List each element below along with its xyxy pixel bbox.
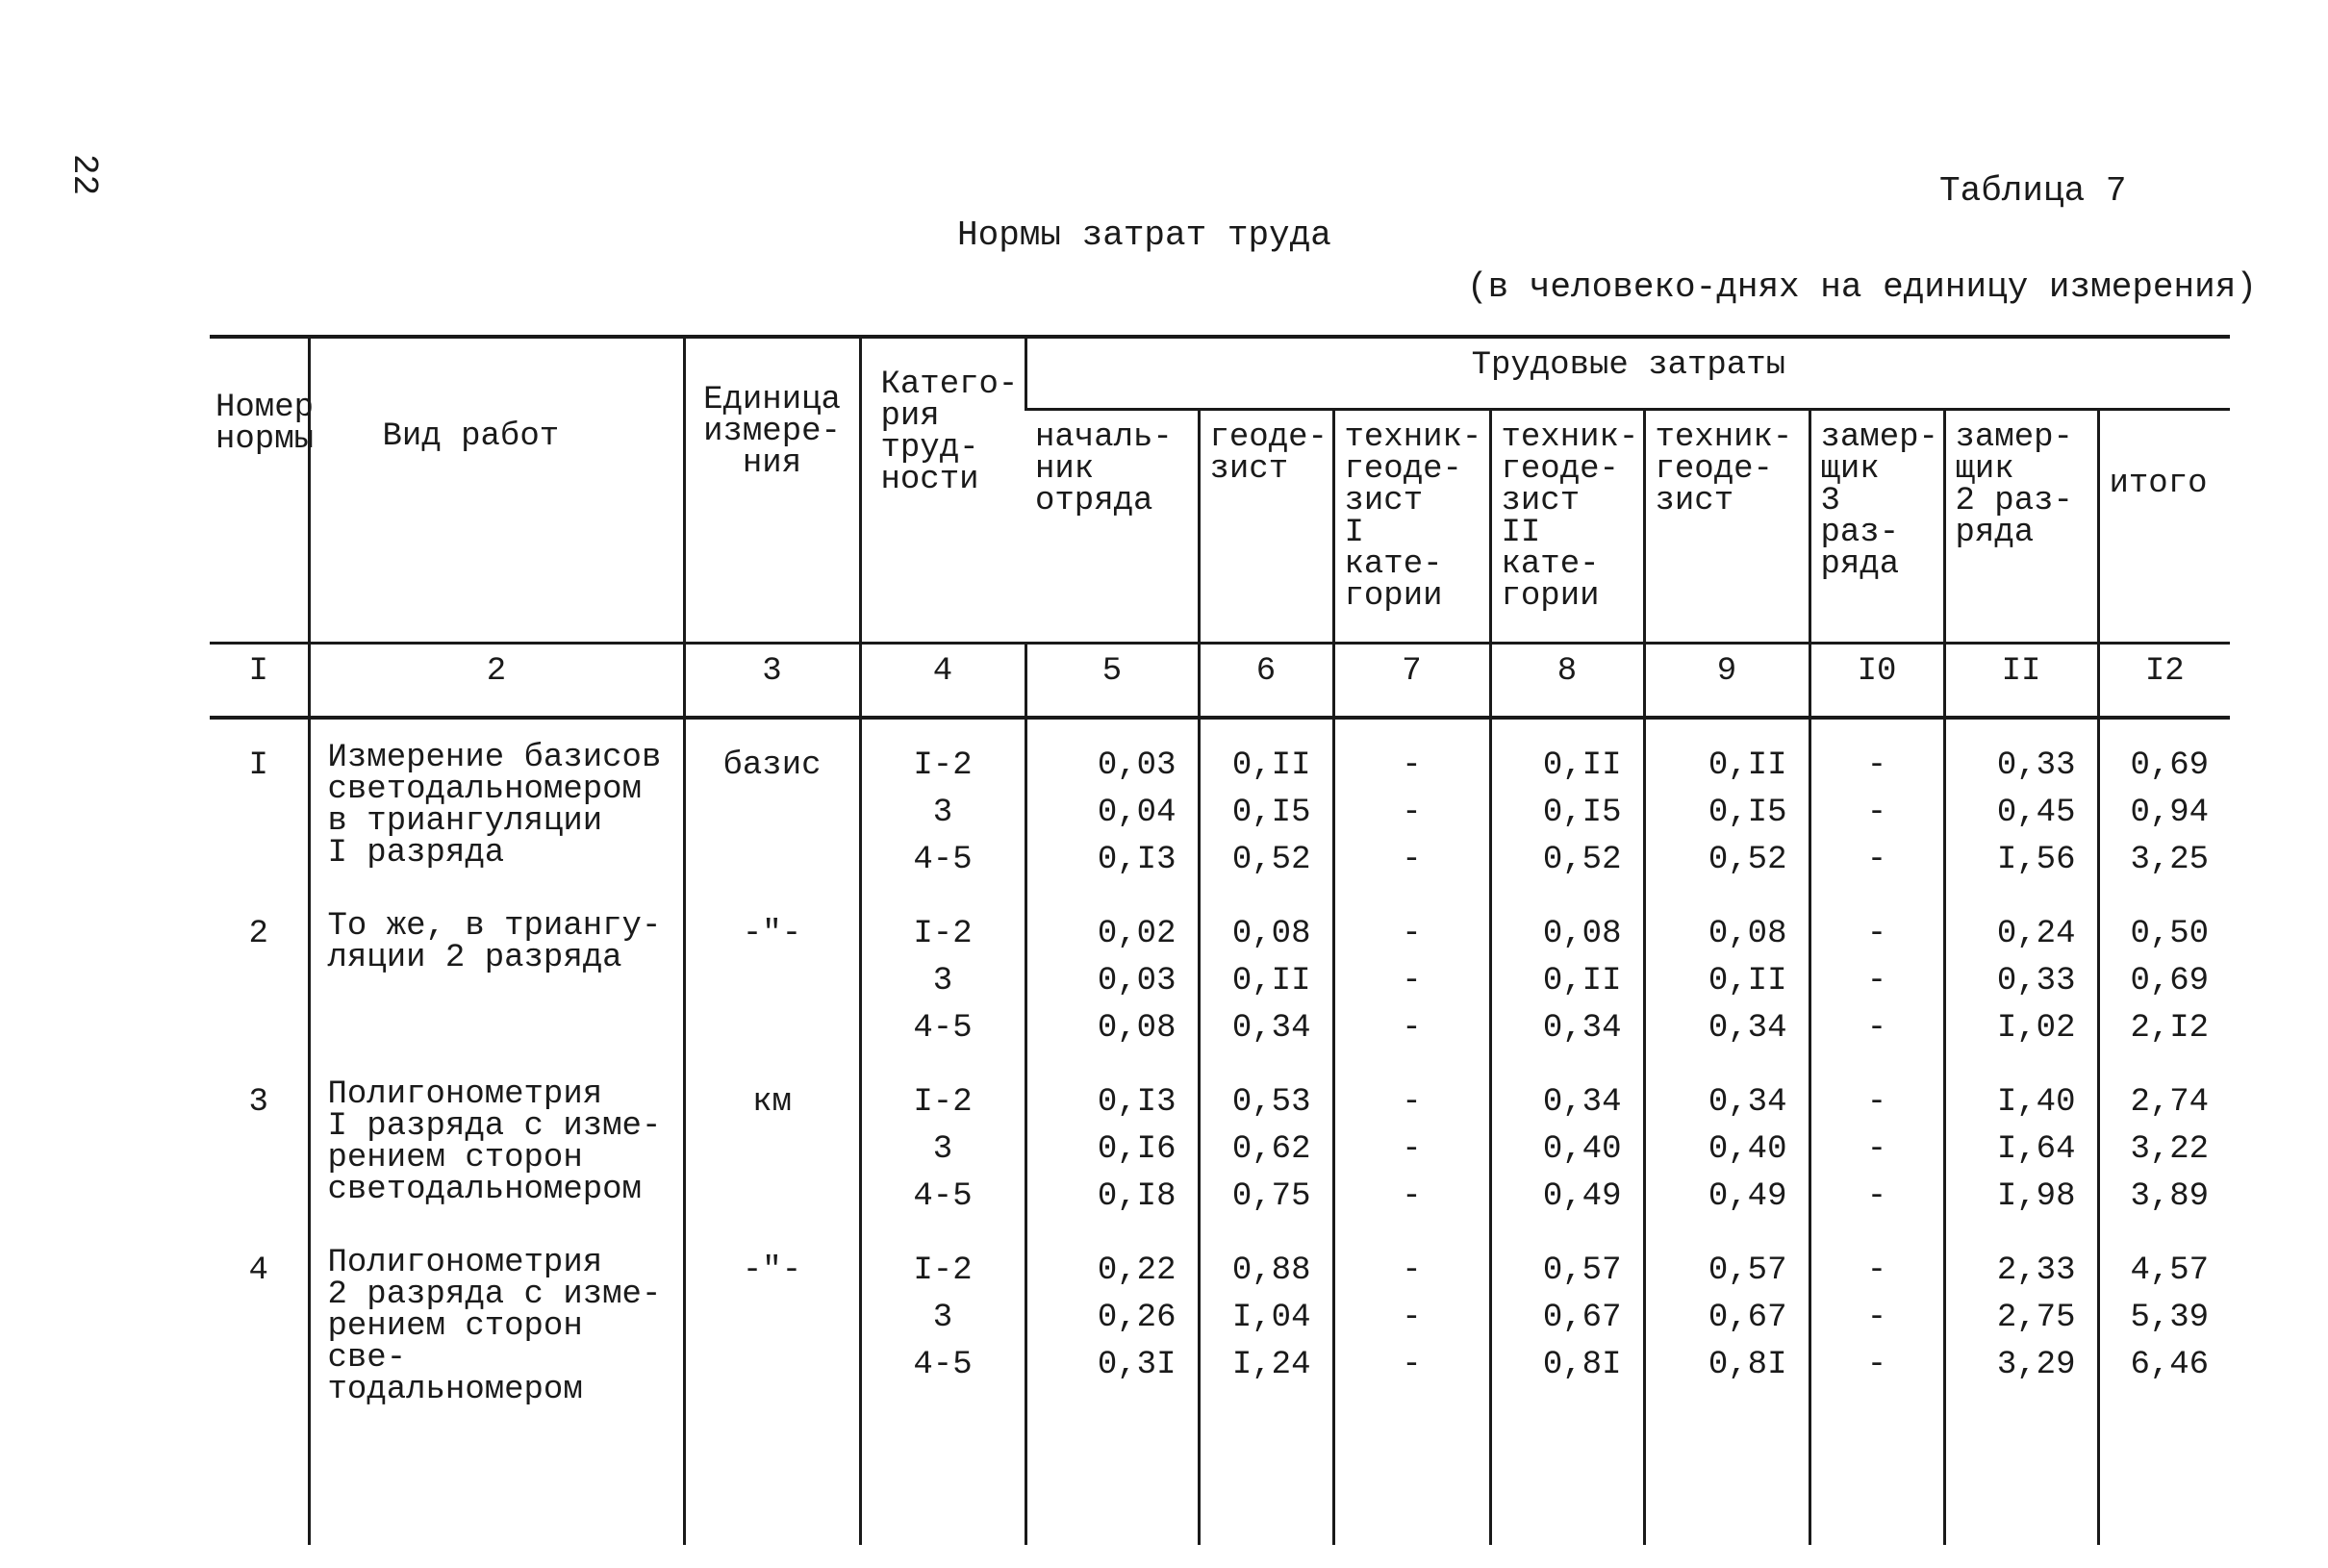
labor-value: - <box>1866 1131 1887 1168</box>
header-text: рия <box>880 398 940 435</box>
labor-value: 0,03 <box>1097 747 1177 784</box>
column-number: 4 <box>860 644 1025 719</box>
empty-cell <box>1644 1410 1809 1545</box>
labor-value-cell <box>1944 1056 2098 1225</box>
difficulty-value: 3 <box>932 1300 953 1336</box>
labor-value: 0,II <box>1542 963 1622 999</box>
labor-value: 3,22 <box>2130 1131 2210 1168</box>
header-role-technician-cat2 <box>1490 410 1644 644</box>
labor-value: 0,I5 <box>1542 795 1622 831</box>
labor-value: I,56 <box>1996 842 2076 878</box>
header-unit <box>684 337 860 644</box>
header-text: ник <box>1035 451 1095 488</box>
difficulty-value: 3 <box>932 963 953 999</box>
labor-value: 0,I3 <box>1097 1084 1177 1121</box>
work-type-text: Полигонометрия <box>327 1076 603 1113</box>
labor-value: 0,I5 <box>1708 795 1787 831</box>
labor-value: 0,24 <box>1996 916 2076 952</box>
labor-value-cell <box>2098 718 2230 888</box>
empty-cell <box>684 1410 860 1545</box>
difficulty-cell <box>860 888 1025 1056</box>
labor-value: - <box>1866 1300 1887 1336</box>
labor-value: - <box>1866 842 1887 878</box>
labor-value-cell <box>1809 888 1944 1056</box>
labor-value: - <box>1402 963 1422 999</box>
difficulty-cell <box>860 1056 1025 1225</box>
labor-value: - <box>1866 1347 1887 1383</box>
header-text: замер- <box>1820 419 1938 456</box>
labor-value: 0,75 <box>1231 1178 1311 1215</box>
header-role-technician-cat1 <box>1333 410 1490 644</box>
labor-value-cell <box>2098 888 2230 1056</box>
labor-value: - <box>1866 747 1887 784</box>
table-row <box>210 718 2230 888</box>
labor-value: 0,49 <box>1708 1178 1787 1215</box>
labor-value-cell <box>1809 1225 1944 1410</box>
empty-cell <box>309 1410 684 1545</box>
header-work-type: Вид работ <box>309 337 684 644</box>
header-text: замер- <box>1955 419 2073 456</box>
labor-value: 0,08 <box>1231 916 1311 952</box>
labor-value-cell <box>1490 1225 1644 1410</box>
labor-value-cell <box>1490 888 1644 1056</box>
labor-value: I,02 <box>1996 1010 2076 1047</box>
labor-value: 0,40 <box>1708 1131 1787 1168</box>
header-text: геоде- <box>1344 451 1462 488</box>
header-role-technician <box>1644 410 1809 644</box>
unit-text: -"- <box>742 916 802 952</box>
labor-value: 0,34 <box>1231 1010 1311 1047</box>
labor-value: 0,II <box>1708 747 1787 784</box>
labor-value: 0,II <box>1231 747 1311 784</box>
difficulty-value: 4-5 <box>913 1347 973 1383</box>
labor-value-cell <box>1644 1056 1809 1225</box>
norm-number-cell <box>210 888 309 1056</box>
header-text: зист <box>1655 483 1734 519</box>
difficulty-value: I-2 <box>913 1252 973 1289</box>
work-type-text: То же, в триангу- <box>327 908 662 945</box>
empty-cell <box>210 1410 309 1545</box>
labor-value: 2,I2 <box>2130 1010 2210 1047</box>
work-type-cell <box>309 718 684 888</box>
header-text: измере- <box>703 414 841 450</box>
labor-value: 0,52 <box>1542 842 1622 878</box>
empty-cell <box>1490 1410 1644 1545</box>
work-type-text: I разряда <box>327 835 505 872</box>
labor-value-cell <box>1025 888 1199 1056</box>
empty-cell <box>860 1410 1025 1545</box>
header-text: I кате- <box>1344 515 1443 583</box>
labor-value-cell <box>2098 1225 2230 1410</box>
header-difficulty <box>860 337 1025 644</box>
labor-value: 0,94 <box>2130 795 2210 831</box>
header-role-geodesist <box>1199 410 1333 644</box>
header-text: техник- <box>1655 419 1793 456</box>
header-text: гории <box>1501 578 1600 615</box>
labor-value: I,24 <box>1231 1347 1311 1383</box>
labor-value: I,40 <box>1996 1084 2076 1121</box>
unit-cell <box>684 718 860 888</box>
header-total <box>2098 410 2230 644</box>
labor-value: 0,50 <box>2130 916 2210 952</box>
labor-value: 0,52 <box>1708 842 1787 878</box>
header-text: ности <box>880 462 979 498</box>
labor-value: I,98 <box>1996 1178 2076 1215</box>
unit-cell <box>684 1225 860 1410</box>
header-labor-group: Трудовые затраты <box>1025 337 2230 410</box>
header-text: зист <box>1501 483 1581 519</box>
header-text: Катего- <box>880 367 1019 403</box>
labor-value: 0,33 <box>1996 963 2076 999</box>
labor-value: 0,88 <box>1231 1252 1311 1289</box>
work-type-text: рением сторон <box>327 1140 583 1176</box>
labor-value: 0,3I <box>1097 1347 1177 1383</box>
table-body <box>210 718 2230 1410</box>
header-text: щик <box>1820 451 1880 488</box>
labor-value: 0,67 <box>1542 1300 1622 1336</box>
labor-value-cell <box>1644 888 1809 1056</box>
difficulty-value: 4-5 <box>913 842 973 878</box>
labor-value: - <box>1866 1178 1887 1215</box>
header-text: щик <box>1955 451 2014 488</box>
work-type-text: I разряда с изме- <box>327 1108 662 1145</box>
labor-value-cell <box>1199 888 1333 1056</box>
labor-value: - <box>1402 1131 1422 1168</box>
column-number-row <box>210 644 2230 719</box>
header-text: техник- <box>1344 419 1482 456</box>
header-text: 2 раз- <box>1955 483 2073 519</box>
header-text: зист <box>1209 451 1289 488</box>
column-number: 9 <box>1644 644 1809 719</box>
labor-value: 2,74 <box>2130 1084 2210 1121</box>
work-type-text: светодальномером <box>327 771 642 808</box>
labor-value: 0,II <box>1231 963 1311 999</box>
labor-value: - <box>1866 795 1887 831</box>
header-text: ряда <box>1820 546 1900 583</box>
labor-value: 0,08 <box>1708 916 1787 952</box>
unit-text: -"- <box>742 1252 802 1289</box>
difficulty-cell <box>860 718 1025 888</box>
labor-value: 0,26 <box>1097 1300 1177 1336</box>
labor-value: - <box>1402 795 1422 831</box>
labor-value: 2,33 <box>1996 1252 2076 1289</box>
labor-value: - <box>1866 916 1887 952</box>
difficulty-value: I-2 <box>913 747 973 784</box>
labor-value-cell <box>1333 1056 1490 1225</box>
labor-value: 2,75 <box>1996 1300 2076 1336</box>
difficulty-value: 4-5 <box>913 1178 973 1215</box>
labor-value-cell <box>2098 1056 2230 1225</box>
column-number: I <box>210 644 309 719</box>
difficulty-value: 3 <box>932 795 953 831</box>
header-text: итого <box>2109 466 2208 502</box>
labor-value-cell <box>1490 718 1644 888</box>
labor-value: 3,29 <box>1996 1347 2076 1383</box>
table-tail <box>210 1410 2230 1545</box>
difficulty-cell <box>860 1225 1025 1410</box>
header-text: геоде- <box>1501 451 1619 488</box>
header-text: геоде- <box>1655 451 1773 488</box>
labor-value-cell <box>1809 1056 1944 1225</box>
work-type-cell <box>309 888 684 1056</box>
labor-value: 3,89 <box>2130 1178 2210 1215</box>
column-number: 6 <box>1199 644 1333 719</box>
labor-value: - <box>1866 1084 1887 1121</box>
work-type-text: Полигонометрия <box>327 1245 603 1281</box>
labor-value: - <box>1402 1084 1422 1121</box>
labor-value-cell <box>1199 1225 1333 1410</box>
labor-value: 0,08 <box>1542 916 1622 952</box>
norm-number-cell <box>210 718 309 888</box>
difficulty-value: I-2 <box>913 1084 973 1121</box>
norm-number: I <box>248 747 268 784</box>
labor-value: - <box>1402 747 1422 784</box>
labor-value: 0,34 <box>1542 1010 1622 1047</box>
header-text: отряда <box>1035 483 1153 519</box>
column-number: 7 <box>1333 644 1490 719</box>
labor-value: 0,03 <box>1097 963 1177 999</box>
column-number: 2 <box>309 644 684 719</box>
work-type-text: тодальномером <box>327 1372 583 1408</box>
table-label: Таблица 7 <box>1939 171 2127 211</box>
header-text: ния <box>742 445 802 482</box>
labor-value: 0,I6 <box>1097 1131 1177 1168</box>
empty-cell <box>2098 1410 2230 1545</box>
labor-value: 0,22 <box>1097 1252 1177 1289</box>
unit-text: км <box>752 1084 792 1121</box>
labor-value-cell <box>1333 718 1490 888</box>
labor-value-cell <box>1333 888 1490 1056</box>
labor-value: 0,69 <box>2130 747 2210 784</box>
column-number: 5 <box>1025 644 1199 719</box>
labor-value: - <box>1866 963 1887 999</box>
labor-value: 0,67 <box>1708 1300 1787 1336</box>
header-text: нормы <box>215 421 315 458</box>
column-number: II <box>1944 644 2098 719</box>
empty-cell <box>1025 1410 1199 1545</box>
labor-value: 5,39 <box>2130 1300 2210 1336</box>
labor-value-cell <box>1944 888 2098 1056</box>
labor-value-cell <box>1199 1056 1333 1225</box>
difficulty-value: 4-5 <box>913 1010 973 1047</box>
labor-value: 0,69 <box>2130 963 2210 999</box>
header-role-chief <box>1025 410 1199 644</box>
labor-value-cell <box>1490 1056 1644 1225</box>
column-number: I0 <box>1809 644 1944 719</box>
labor-value: 0,8I <box>1708 1347 1787 1383</box>
labor-value: 0,52 <box>1231 842 1311 878</box>
unit-cell <box>684 888 860 1056</box>
labor-value: 0,I3 <box>1097 842 1177 878</box>
header-text: ряда <box>1955 515 2035 551</box>
column-number: 8 <box>1490 644 1644 719</box>
labor-value: 0,08 <box>1097 1010 1177 1047</box>
labor-value: 0,53 <box>1231 1084 1311 1121</box>
labor-value: - <box>1866 1252 1887 1289</box>
labor-value-cell <box>1644 1225 1809 1410</box>
labor-value-cell <box>1333 1225 1490 1410</box>
empty-cell <box>1199 1410 1333 1545</box>
work-type-text: рением сторон све- <box>327 1308 583 1377</box>
labor-value: 0,I8 <box>1097 1178 1177 1215</box>
labor-value-cell <box>1025 1056 1199 1225</box>
unit-text: базис <box>722 747 822 784</box>
header-text: зист <box>1344 483 1424 519</box>
labor-value: 0,34 <box>1542 1084 1622 1121</box>
labor-value: - <box>1866 1010 1887 1047</box>
labor-value: 0,II <box>1542 747 1622 784</box>
header-role-surveyor-3 <box>1809 410 1944 644</box>
column-number: I2 <box>2098 644 2230 719</box>
labor-value: 0,33 <box>1996 747 2076 784</box>
labor-value: 3,25 <box>2130 842 2210 878</box>
labor-value: 6,46 <box>2130 1347 2210 1383</box>
labor-value: 0,45 <box>1996 795 2076 831</box>
labor-value: 0,62 <box>1231 1131 1311 1168</box>
header-text: техник- <box>1501 419 1639 456</box>
labor-value: - <box>1402 1010 1422 1047</box>
norm-number-cell <box>210 1056 309 1225</box>
difficulty-value: I-2 <box>913 916 973 952</box>
header-text: 3 раз- <box>1820 483 1900 551</box>
table-row <box>210 1225 2230 1410</box>
norm-number: 2 <box>248 916 268 952</box>
units-note: (в человеко-днях на единицу измерения) <box>1467 267 2257 307</box>
labor-value: 4,57 <box>2130 1252 2210 1289</box>
labor-value-cell <box>1644 718 1809 888</box>
unit-cell <box>684 1056 860 1225</box>
labor-value-cell <box>1025 718 1199 888</box>
labor-value: 0,57 <box>1708 1252 1787 1289</box>
labor-value: - <box>1402 1300 1422 1336</box>
labor-value: 0,49 <box>1542 1178 1622 1215</box>
labor-value: - <box>1402 1178 1422 1215</box>
labor-value-cell <box>1944 1225 2098 1410</box>
work-type-text: 2 разряда с изме- <box>327 1277 662 1313</box>
labor-value: I,64 <box>1996 1131 2076 1168</box>
labor-value: 0,34 <box>1708 1084 1787 1121</box>
labor-value: 0,II <box>1708 963 1787 999</box>
table-row <box>210 1056 2230 1225</box>
empty-cell <box>1333 1410 1490 1545</box>
work-type-text: светодальномером <box>327 1172 642 1208</box>
norm-number-cell <box>210 1225 309 1410</box>
header-text: началь- <box>1035 419 1173 456</box>
labor-value: 0,40 <box>1542 1131 1622 1168</box>
header-text: Единица <box>703 382 841 418</box>
work-type-cell <box>309 1225 684 1410</box>
header-text: Номер <box>215 390 315 426</box>
header-text: труд- <box>880 430 979 467</box>
labor-value: 0,I5 <box>1231 795 1311 831</box>
labor-value-cell <box>1025 1225 1199 1410</box>
work-type-text: Измерение базисов <box>327 740 662 776</box>
labor-value: 0,02 <box>1097 916 1177 952</box>
header-role-surveyor-2 <box>1944 410 2098 644</box>
header-norm-number <box>210 337 315 644</box>
header-text: II кате- <box>1501 515 1600 583</box>
header-row-top <box>210 337 2230 410</box>
table-title: Нормы затрат труда <box>957 215 1331 255</box>
work-type-cell <box>309 1056 684 1225</box>
labor-value-cell <box>1944 718 2098 888</box>
page-number: 22 <box>64 154 104 196</box>
labor-value: - <box>1402 1252 1422 1289</box>
labor-value: - <box>1402 1347 1422 1383</box>
header-text: гории <box>1344 578 1443 615</box>
header-text: геоде- <box>1209 419 1328 456</box>
labor-value: 0,57 <box>1542 1252 1622 1289</box>
difficulty-value: 3 <box>932 1131 953 1168</box>
work-type-text: ляции 2 разряда <box>327 940 622 976</box>
labor-value: 0,04 <box>1097 795 1177 831</box>
norm-number: 3 <box>248 1084 268 1121</box>
table-row <box>210 888 2230 1056</box>
column-number: 3 <box>684 644 860 719</box>
labor-value-cell <box>1199 718 1333 888</box>
norm-number: 4 <box>248 1252 268 1289</box>
labor-value: 0,8I <box>1542 1347 1622 1383</box>
labor-value: - <box>1402 916 1422 952</box>
labor-value-cell <box>1809 718 1944 888</box>
labor-value: - <box>1402 842 1422 878</box>
work-type-text: в триангуляции <box>327 803 603 840</box>
empty-cell <box>1944 1410 2098 1545</box>
empty-cell <box>1809 1410 1944 1545</box>
labor-norms-table <box>210 335 2230 1545</box>
labor-value: 0,34 <box>1708 1010 1787 1047</box>
labor-value: I,04 <box>1231 1300 1311 1336</box>
